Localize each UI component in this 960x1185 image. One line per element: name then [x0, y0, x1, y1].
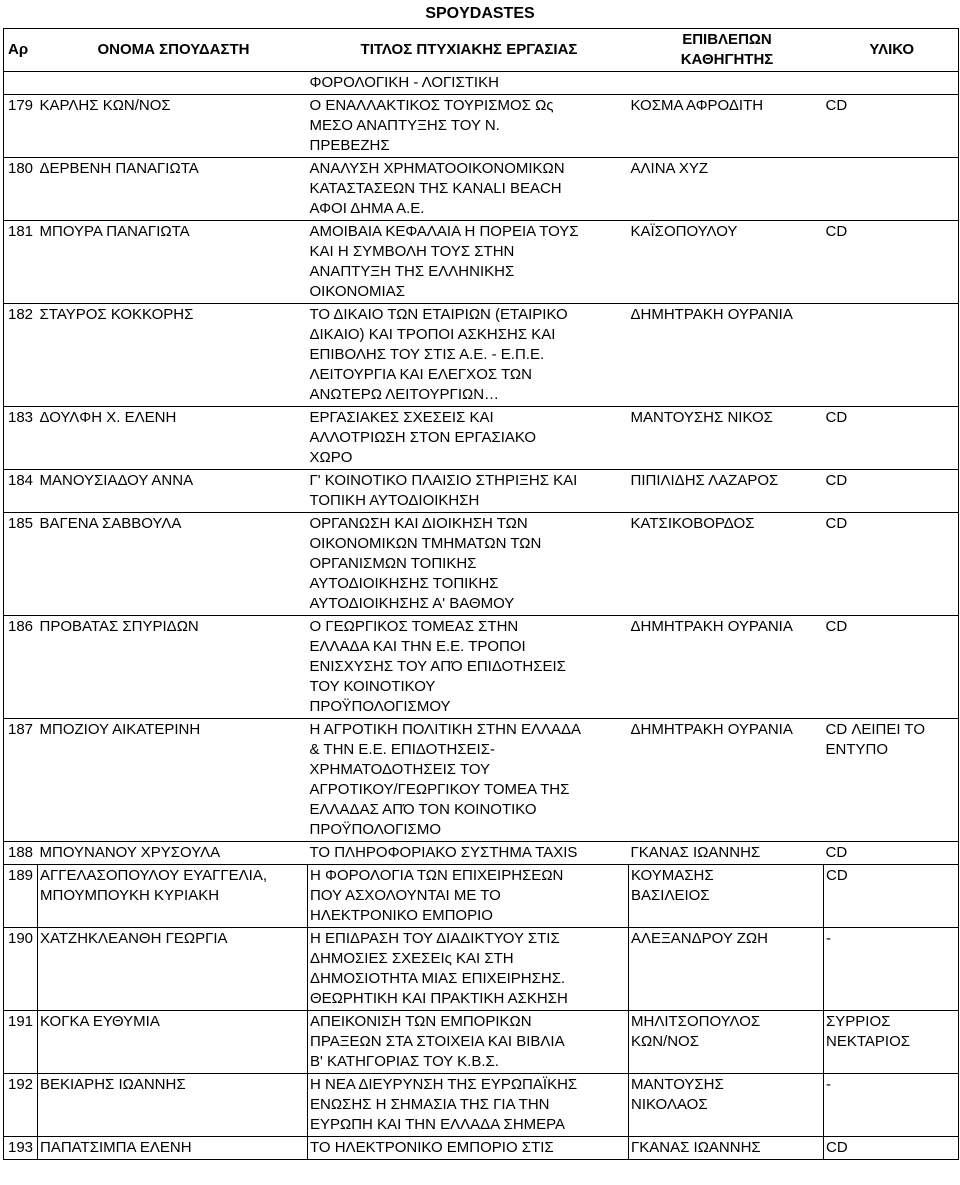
cell-num: [4, 158, 38, 221]
material-line: CD: [825, 618, 848, 635]
material-line: CD: [825, 515, 848, 532]
cell-thesis: [308, 513, 629, 616]
table-row: [4, 221, 959, 304]
table-row: [4, 1011, 959, 1074]
thesis-line: ΤΟΠΙΚΗ ΑΥΤΟΔΙΟΙΚΗΣΗ: [309, 492, 480, 509]
supervisor-line: ΓΚΑΝΑΣ ΙΩΑΝΝΗΣ: [630, 844, 761, 861]
cell-material: [824, 470, 959, 513]
thesis-line: ΔΙΚΑΙΟ) ΚΑΙ ΤΡΟΠΟΙ ΑΣΚΗΣΗΣ ΚΑΙ: [309, 326, 556, 343]
header-supervisor-line: ΚΑΘΗΓΗΤΗΣ: [680, 51, 774, 68]
thesis-line: ΕΛΛΑΔΑΣ ΑΠΌ ΤΟΝ ΚΟΙΝΟΤΙΚΟ: [309, 801, 537, 818]
cell-material: [824, 1074, 959, 1137]
material-line: CD: [826, 867, 848, 884]
cell-material: [824, 842, 959, 865]
cell-supervisor: [629, 221, 824, 304]
material-line: CD: [825, 223, 848, 240]
material-line: CD: [825, 409, 848, 426]
thesis-line: ΧΡΗΜΑΤΟΔΟΤΗΣΕΙΣ ΤΟΥ: [309, 761, 491, 778]
num-text: 189: [8, 867, 34, 884]
table-header: [4, 29, 959, 72]
thesis-line: ΦΟΡΟΛΟΓΙΚΗ - ΛΟΓΙΣΤΙΚΗ: [309, 74, 499, 91]
cell-name: [38, 221, 308, 304]
cell-supervisor: [629, 719, 824, 842]
num-text: 181: [8, 223, 34, 240]
cell-thesis: [308, 616, 629, 719]
cell-supervisor: [629, 865, 824, 928]
thesis-line: ΠΡΟΫΠΟΛΟΓΙΣΜΟΥ: [309, 698, 451, 715]
cell-name: [38, 1074, 308, 1137]
table-row: [4, 928, 959, 1011]
header-student-name: ΟΝΟΜΑ ΣΠΟΥΔΑΣΤΗ: [38, 29, 308, 72]
cell-thesis: [308, 1074, 629, 1137]
cell-thesis: [308, 158, 629, 221]
cell-supervisor: [629, 842, 824, 865]
cell-thesis: [308, 865, 629, 928]
cell-thesis: [308, 842, 629, 865]
cell-thesis: [308, 928, 629, 1011]
material-line: ΣΥΡΡΙΟΣ: [826, 1013, 891, 1030]
header-row: [4, 29, 959, 72]
thesis-line: Η ΑΓΡΟΤΙΚΗ ΠΟΛΙΤΙΚΗ ΣΤΗΝ ΕΛΛΑΔΑ: [309, 721, 582, 738]
cell-name: [38, 407, 308, 470]
thesis-line: ΤΟ ΔΙΚΑΙΟ ΤΩΝ ΕΤΑΙΡΙΩΝ (ΕΤΑΙΡΙΚΟ: [309, 306, 568, 323]
supervisor-line: ΔΗΜΗΤΡΑΚΗ ΟΥΡΑΝΙΑ: [630, 618, 793, 635]
cell-name: [38, 865, 308, 928]
supervisor-line: ΚΑΪΣΟΠΟΥΛΟΥ: [630, 223, 738, 240]
cell-thesis: [308, 407, 629, 470]
supervisor-line: ΠΙΠΙΛΙΔΗΣ ΛΑΖΑΡΟΣ: [630, 472, 779, 489]
table-row: [4, 616, 959, 719]
cell-name: [38, 928, 308, 1011]
thesis-line: ΕΝΙΣΧΥΣΗΣ ΤΟΥ ΑΠΌ ΕΠΙΔΟΤΗΣΕΙΣ: [309, 658, 566, 675]
thesis-line: ΑΥΤΟΔΙΟΙΚΗΣΗΣ ΤΟΠΙΚΗΣ: [309, 575, 499, 592]
thesis-line: ΔΗΜΟΣΙΟΤΗΤΑ ΜΙΑΣ ΕΠΙΧΕΙΡΗΣΗΣ.: [310, 970, 566, 987]
name-line: ΧΑΤΖΗΚΛΕΑΝΘΗ ΓΕΩΡΓΙΑ: [40, 930, 228, 947]
cell-thesis: [308, 304, 629, 407]
thesis-line: ΤΟ ΗΛΕΚΤΡΟΝΙΚΟ ΕΜΠΟΡΙΟ ΣΤΙΣ: [310, 1139, 554, 1156]
thesis-line: ΑΥΤΟΔΙΟΙΚΗΣΗΣ Α' ΒΑΘΜΟΥ: [309, 595, 515, 612]
cell-name: [38, 616, 308, 719]
cell-supervisor: [629, 72, 824, 95]
cell-material: [824, 616, 959, 719]
material-line: -: [826, 1076, 831, 1093]
thesis-line: ΑΦΟΙ ΔΗΜΑ Α.Ε.: [309, 200, 425, 217]
name-line: ΒΑΓΕΝΑ ΣΑΒΒΟΥΛΑ: [39, 515, 182, 532]
name-line: ΜΠΟΥΜΠΟΥΚΗ ΚΥΡΙΑΚΗ: [40, 887, 220, 904]
cell-name: [38, 304, 308, 407]
cell-material: [824, 407, 959, 470]
num-text: 191: [8, 1013, 34, 1030]
cell-material: [824, 1011, 959, 1074]
cell-supervisor: [629, 616, 824, 719]
cell-num: [4, 1011, 38, 1074]
thesis-line: ΕΠΙΒΟΛΗΣ ΤΟΥ ΣΤΙΣ Α.Ε. - Ε.Π.Ε.: [309, 346, 545, 363]
name-line: ΚΑΡΛΗΣ ΚΩΝ/ΝΟΣ: [39, 97, 171, 114]
material-line: CD: [825, 472, 848, 489]
supervisor-line: ΜΑΝΤΟΥΣΗΣ: [631, 1076, 724, 1093]
thesis-line: ΟΙΚΟΝΟΜΙΑΣ: [309, 283, 405, 300]
table-row: [4, 1074, 959, 1137]
num-text: 180: [8, 160, 34, 177]
cell-supervisor: [629, 928, 824, 1011]
material-line: CD: [826, 1139, 848, 1156]
name-line: ΔΕΡΒΕΝΗ ΠΑΝΑΓΙΩΤΑ: [39, 160, 199, 177]
cell-supervisor: [629, 1137, 824, 1160]
cell-name: [38, 470, 308, 513]
num-text: 186: [8, 618, 34, 635]
num-text: 179: [8, 97, 34, 114]
thesis-line: ΠΡΑΞΕΩΝ ΣΤΑ ΣΤΟΙΧΕΙΑ ΚΑΙ ΒΙΒΛΙΑ: [310, 1033, 565, 1050]
cell-num: [4, 221, 38, 304]
cell-material: [824, 928, 959, 1011]
cell-material: [824, 719, 959, 842]
supervisor-line: ΚΟΥΜΑΣΗΣ: [631, 867, 714, 884]
name-line: ΜΠΟΖΙΟΥ ΑΙΚΑΤΕΡΙΝΗ: [39, 721, 201, 738]
thesis-line: ΕΡΓΑΣΙΑΚΕΣ ΣΧΕΣΕΙΣ ΚΑΙ: [309, 409, 494, 426]
thesis-line: ΟΡΓΑΝΙΣΜΩΝ ΤΟΠΙΚΗΣ: [309, 555, 477, 572]
table-row: [4, 865, 959, 928]
cell-num: [4, 616, 38, 719]
cell-thesis: [308, 95, 629, 158]
cell-thesis: [308, 719, 629, 842]
supervisor-line: ΝΙΚΟΛΑΟΣ: [631, 1096, 708, 1113]
supervisor-line: ΔΗΜΗΤΡΑΚΗ ΟΥΡΑΝΙΑ: [630, 306, 793, 323]
cell-num: [4, 928, 38, 1011]
name-line: ΜΠΟΥΡΑ ΠΑΝΑΓΙΩΤΑ: [39, 223, 190, 240]
thesis-line: ΤΟ ΠΛΗΡΟΦΟΡΙΑΚΟ ΣΥΣΤΗΜΑ TAXIS: [309, 844, 578, 861]
material-line: CD: [825, 844, 848, 861]
num-text: 183: [8, 409, 34, 426]
cell-name: [38, 719, 308, 842]
header-supervisor-line: ΕΠΙΒΛΕΠΩΝ: [682, 31, 772, 48]
num-text: 187: [8, 721, 34, 738]
table-row: [4, 304, 959, 407]
cell-num: [4, 1137, 38, 1160]
cell-supervisor: [629, 1011, 824, 1074]
thesis-line: ΑΜΟΙΒΑΙΑ ΚΕΦΑΛΑΙΑ Η ΠΟΡΕΙΑ ΤΟΥΣ: [309, 223, 579, 240]
cell-supervisor: [629, 158, 824, 221]
cell-num: [4, 304, 38, 407]
cell-material: [824, 221, 959, 304]
material-line: ΝΕΚΤΑΡΙΟΣ: [826, 1033, 911, 1050]
cell-num: [4, 407, 38, 470]
cell-supervisor: [629, 304, 824, 407]
cell-num: [4, 1074, 38, 1137]
cell-material: [824, 865, 959, 928]
cell-material: [824, 72, 959, 95]
cell-num: [4, 470, 38, 513]
thesis-line: ΔΗΜΟΣΙΕΣ ΣΧΕΣΕΙς ΚΑΙ ΣΤΗ: [310, 950, 514, 967]
header-material: ΥΛΙΚΟ: [824, 29, 959, 72]
table-row: [4, 72, 959, 95]
name-line: ΠΑΠΑΤΣΙΜΠΑ ΕΛΕΝΗ: [40, 1139, 192, 1156]
name-line: ΣΤΑΥΡΟΣ ΚΟΚΚΟΡΗΣ: [39, 306, 194, 323]
cell-num: [4, 513, 38, 616]
name-line: ΚΟΓΚΑ ΕΥΘΥΜΙΑ: [40, 1013, 160, 1030]
thesis-line: ΠΡΕΒΕΖΗΣ: [309, 137, 390, 154]
cell-name: [38, 95, 308, 158]
thesis-line: ΑΝΩΤΕΡΩ ΛΕΙΤΟΥΡΓΙΩΝ…: [309, 386, 500, 403]
table-row: [4, 158, 959, 221]
supervisor-line: ΚΟΣΜΑ ΑΦΡΟΔΙΤΗ: [630, 97, 764, 114]
cell-num: [4, 842, 38, 865]
thesis-line: Ο ΓΕΩΡΓΙΚΟΣ ΤΟΜΕΑΣ ΣΤΗΝ: [309, 618, 519, 635]
table-row: [4, 719, 959, 842]
thesis-line: ΑΠΕΙΚΟΝΙΣΗ ΤΩΝ ΕΜΠΟΡΙΚΩΝ: [310, 1013, 532, 1030]
material-line: CD: [825, 97, 848, 114]
thesis-line: ΧΩΡΟ: [309, 449, 353, 466]
thesis-line: ΘΕΩΡΗΤΙΚΗ ΚΑΙ ΠΡΑΚΤΙΚΗ ΑΣΚΗΣΗ: [310, 990, 568, 1007]
thesis-line: ΕΝΩΣΗΣ Η ΣΗΜΑΣΙΑ ΤΗΣ ΓΙΑ ΤΗΝ: [310, 1096, 550, 1113]
thesis-line: ΛΕΙΤΟΥΡΓΙΑ ΚΑΙ ΕΛΕΓΧΟΣ ΤΩΝ: [309, 366, 532, 383]
num-text: 193: [8, 1139, 34, 1156]
supervisor-line: ΑΛΕΞΑΝΔΡΟΥ ΖΩΗ: [631, 930, 768, 947]
num-text: 190: [8, 930, 34, 947]
thesis-line: ΜΕΣΟ ΑΝΑΠΤΥΞΗΣ ΤΟΥ Ν.: [309, 117, 500, 134]
cell-thesis: [308, 1011, 629, 1074]
cell-thesis: [308, 470, 629, 513]
cell-supervisor: [629, 95, 824, 158]
cell-name: [38, 842, 308, 865]
cell-num: [4, 719, 38, 842]
supervisor-line: ΓΚΑΝΑΣ ΙΩΑΝΝΗΣ: [631, 1139, 761, 1156]
thesis-line: & ΤΗΝ Ε.Ε. ΕΠΙΔΟΤΗΣΕΙΣ-: [309, 741, 495, 758]
table-row: [4, 513, 959, 616]
cell-name: [38, 158, 308, 221]
header-supervisor: [629, 29, 824, 72]
cell-num: [4, 72, 38, 95]
cell-num: [4, 95, 38, 158]
thesis-line: Γ' ΚΟΙΝΟΤΙΚΟ ΠΛΑΙΣΙΟ ΣΤΗΡΙΞΗΣ ΚΑΙ: [309, 472, 578, 489]
cell-name: [38, 72, 308, 95]
thesis-line: ΕΥΡΩΠΗ ΚΑΙ ΤΗΝ ΕΛΛΑΔΑ ΣΗΜΕΡΑ: [310, 1116, 566, 1133]
supervisor-line: ΚΑΤΣΙΚΟΒΟΡΔΟΣ: [630, 515, 755, 532]
header-number: Αρ: [4, 29, 38, 72]
thesis-line: Β' ΚΑΤΗΓΟΡΙΑΣ ΤΟΥ Κ.Β.Σ.: [310, 1053, 499, 1070]
thesis-line: ΕΛΛΑΔΑ ΚΑΙ ΤΗΝ Ε.Ε. ΤΡΟΠΟΙ: [309, 638, 526, 655]
supervisor-line: ΚΩΝ/ΝΟΣ: [631, 1033, 699, 1050]
table-row: [4, 842, 959, 865]
thesis-line: Η ΝΕΑ ΔΙΕΥΡΥΝΣΗ ΤΗΣ ΕΥΡΩΠΑΪΚΗΣ: [310, 1076, 578, 1093]
cell-supervisor: [629, 470, 824, 513]
thesis-line: ΑΓΡΟΤΙΚΟΥ/ΓΕΩΡΓΙΚΟΥ ΤΟΜΕΑ ΤΗΣ: [309, 781, 570, 798]
cell-thesis: [308, 1137, 629, 1160]
supervisor-line: ΜΗΛΙΤΣΟΠΟΥΛΟΣ: [631, 1013, 761, 1030]
thesis-line: ΚΑΤΑΣΤΑΣΕΩΝ ΤΗΣ KANALI BEACH: [309, 180, 562, 197]
table-row: [4, 470, 959, 513]
table-body: [4, 72, 959, 1160]
thesis-line: Η ΕΠΙΔΡΑΣΗ ΤΟΥ ΔΙΑΔΙΚΤΥΟΥ ΣΤΙΣ: [310, 930, 560, 947]
table-row: [4, 407, 959, 470]
name-line: ΑΓΓΕΛΑΣΟΠΟΥΛΟΥ ΕΥΑΓΓΕΛΙΑ,: [40, 867, 267, 884]
cell-material: [824, 513, 959, 616]
thesis-line: Η ΦΟΡΟΛΟΓΙΑ ΤΩΝ ΕΠΙΧΕΙΡΗΣΕΩΝ: [310, 867, 564, 884]
thesis-line: Ο ΕΝΑΛΛΑΚΤΙΚΟΣ ΤΟΥΡΙΣΜΟΣ Ως: [309, 97, 554, 114]
thesis-line: ΑΝΑΠΤΥΞΗ ΤΗΣ ΕΛΛΗΝΙΚΗΣ: [309, 263, 515, 280]
table-row: [4, 95, 959, 158]
num-text: 185: [8, 515, 34, 532]
supervisor-line: ΜΑΝΤΟΥΣΗΣ ΝΙΚΟΣ: [630, 409, 773, 426]
cell-name: [38, 1137, 308, 1160]
cell-material: [824, 95, 959, 158]
material-line: ΕΝΤΥΠΟ: [825, 741, 889, 758]
table-row: [4, 1137, 959, 1160]
num-text: 182: [8, 306, 34, 323]
num-text: 184: [8, 472, 34, 489]
header-thesis-title: ΤΙΤΛΟΣ ΠΤΥΧΙΑΚΗΣ ΕΡΓΑΣΙΑΣ: [308, 29, 629, 72]
cell-supervisor: [629, 513, 824, 616]
thesis-line: ΤΟΥ ΚΟΙΝΟΤΙΚΟΥ: [309, 678, 436, 695]
supervisor-line: ΑΛΙΝΑ ΧΥΖ: [630, 160, 709, 177]
cell-material: [824, 158, 959, 221]
cell-supervisor: [629, 1074, 824, 1137]
thesis-line: ΚΑΙ Η ΣΥΜΒΟΛΗ ΤΟΥΣ ΣΤΗΝ: [309, 243, 515, 260]
material-line: -: [826, 930, 831, 947]
thesis-line: ΟΙΚΟΝΟΜΙΚΩΝ ΤΜΗΜΑΤΩΝ ΤΩΝ: [309, 535, 542, 552]
num-text: 188: [8, 844, 34, 861]
cell-name: [38, 1011, 308, 1074]
cell-name: [38, 513, 308, 616]
thesis-line: ΟΡΓΑΝΩΣΗ ΚΑΙ ΔΙΟΙΚΗΣΗ ΤΩΝ: [309, 515, 528, 532]
cell-thesis: [308, 221, 629, 304]
material-line: CD ΛΕΙΠΕΙ ΤΟ: [825, 721, 925, 738]
name-line: ΒΕΚΙΑΡΗΣ ΙΩΑΝΝΗΣ: [40, 1076, 186, 1093]
supervisor-line: ΔΗΜΗΤΡΑΚΗ ΟΥΡΑΝΙΑ: [630, 721, 793, 738]
cell-thesis: [308, 72, 629, 95]
cell-num: [4, 865, 38, 928]
name-line: ΔΟΥΛΦΗ Χ. ΕΛΕΝΗ: [39, 409, 177, 426]
cell-material: [824, 304, 959, 407]
cell-material: [824, 1137, 959, 1160]
name-line: ΜΠΟΥΝΑΝΟΥ ΧΡΥΣΟΥΛΑ: [39, 844, 221, 861]
document-title: SPOYDASTES: [425, 5, 535, 22]
cell-supervisor: [629, 407, 824, 470]
thesis-table: [3, 28, 959, 1160]
thesis-line: ΑΛΛΟΤΡΙΩΣΗ ΣΤΟΝ ΕΡΓΑΣΙΑΚΟ: [309, 429, 537, 446]
thesis-line: ΗΛΕΚΤΡΟΝΙΚΟ ΕΜΠΟΡΙΟ: [310, 907, 493, 924]
name-line: ΜΑΝΟΥΣΙΑΔΟΥ ΑΝΝΑ: [39, 472, 194, 489]
thesis-line: ΠΡΟΫΠΟΛΟΓΙΣΜΟ: [309, 821, 441, 838]
num-text: 192: [8, 1076, 34, 1093]
thesis-line: ΑΝΑΛΥΣΗ ΧΡΗΜΑΤΟΟΙΚΟΝΟΜΙΚΩΝ: [309, 160, 565, 177]
thesis-line: ΠΟΥ ΑΣΧΟΛΟΥΝΤΑΙ ΜΕ ΤΟ: [310, 887, 501, 904]
supervisor-line: ΒΑΣΙΛΕΙΟΣ: [631, 887, 710, 904]
name-line: ΠΡΟΒΑΤΑΣ ΣΠΥΡΙΔΩΝ: [39, 618, 199, 635]
